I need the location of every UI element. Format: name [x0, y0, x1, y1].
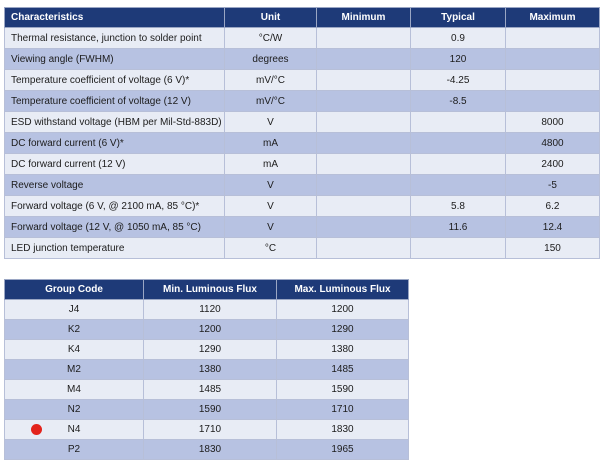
characteristic-name: Temperature coefficient of voltage (6 V)* — [5, 70, 225, 91]
typical-cell — [411, 112, 506, 133]
minimum-cell — [317, 238, 411, 259]
minimum-cell — [317, 91, 411, 112]
maximum-cell: 2400 — [506, 154, 600, 175]
unit-cell: V — [225, 217, 317, 238]
minimum-cell — [317, 49, 411, 70]
group-code-cell — [5, 420, 144, 440]
characteristic-name: LED junction temperature — [5, 238, 225, 259]
minimum-cell — [317, 112, 411, 133]
group-code-label: N4 — [67, 424, 81, 435]
flux-header-row — [5, 280, 409, 300]
min-flux-cell: 1710 — [144, 420, 277, 440]
group-code-label: P2 — [67, 444, 81, 455]
table-row — [5, 91, 600, 112]
group-code-cell — [5, 380, 144, 400]
maximum-cell — [506, 70, 600, 91]
unit-cell: V — [225, 196, 317, 217]
max-flux-cell: 1380 — [277, 340, 409, 360]
table-row — [5, 217, 600, 238]
group-code-cell — [5, 300, 144, 320]
min-flux-cell: 1380 — [144, 360, 277, 380]
typical-cell: 120 — [411, 49, 506, 70]
characteristic-name: ESD withstand voltage (HBM per Mil-Std-883D) — [5, 112, 225, 133]
col-header-unit: Unit — [225, 8, 317, 28]
typical-cell — [411, 175, 506, 196]
maximum-cell: 12.4 — [506, 217, 600, 238]
col-header-minimum: Minimum — [317, 8, 411, 28]
unit-cell: mA — [225, 154, 317, 175]
maximum-cell: 4800 — [506, 133, 600, 154]
col-header-maximum: Maximum — [506, 8, 600, 28]
maximum-cell — [506, 28, 600, 49]
table-row — [5, 133, 600, 154]
characteristic-name: Viewing angle (FWHM) — [5, 49, 225, 70]
group-code-label: M2 — [67, 364, 81, 375]
minimum-cell — [317, 133, 411, 154]
unit-cell: degrees — [225, 49, 317, 70]
table-row — [5, 28, 600, 49]
typical-cell: -8.5 — [411, 91, 506, 112]
table-row — [5, 400, 409, 420]
col-header-group-code: Group Code — [5, 280, 144, 300]
group-code-cell — [5, 440, 144, 460]
minimum-cell — [317, 154, 411, 175]
typical-cell — [411, 154, 506, 175]
col-header-typical: Typical — [411, 8, 506, 28]
table-row — [5, 196, 600, 217]
min-flux-cell: 1120 — [144, 300, 277, 320]
unit-cell: °C/W — [225, 28, 317, 49]
col-header-min-flux: Min. Luminous Flux — [144, 280, 277, 300]
characteristics-table — [4, 7, 600, 259]
minimum-cell — [317, 175, 411, 196]
max-flux-cell: 1590 — [277, 380, 409, 400]
table-row — [5, 380, 409, 400]
luminous-flux-table — [4, 279, 409, 460]
col-header-max-flux: Max. Luminous Flux — [277, 280, 409, 300]
characteristic-name: Thermal resistance, junction to solder point — [5, 28, 225, 49]
table-row — [5, 154, 600, 175]
col-header-characteristics: Characteristics — [5, 8, 225, 28]
table-row — [5, 300, 409, 320]
group-code-label: K2 — [67, 324, 81, 335]
characteristic-name: DC forward current (12 V) — [5, 154, 225, 175]
maximum-cell: 8000 — [506, 112, 600, 133]
typical-cell — [411, 133, 506, 154]
characteristic-name: Forward voltage (6 V, @ 2100 mA, 85 °C)* — [5, 196, 225, 217]
typical-cell: 11.6 — [411, 217, 506, 238]
max-flux-cell: 1290 — [277, 320, 409, 340]
table-row — [5, 420, 409, 440]
red-dot-marker-icon — [31, 424, 42, 435]
typical-cell — [411, 238, 506, 259]
min-flux-cell: 1200 — [144, 320, 277, 340]
group-code-cell — [5, 400, 144, 420]
group-code-label: J4 — [68, 304, 80, 315]
table-row — [5, 175, 600, 196]
minimum-cell — [317, 28, 411, 49]
unit-cell: V — [225, 112, 317, 133]
group-code-label: N2 — [67, 404, 81, 415]
group-code-cell — [5, 340, 144, 360]
table-row — [5, 49, 600, 70]
group-code-label: M4 — [67, 384, 81, 395]
min-flux-cell: 1590 — [144, 400, 277, 420]
unit-cell: °C — [225, 238, 317, 259]
table-row — [5, 320, 409, 340]
min-flux-cell: 1485 — [144, 380, 277, 400]
characteristic-name: DC forward current (6 V)* — [5, 133, 225, 154]
max-flux-cell: 1965 — [277, 440, 409, 460]
table-row — [5, 70, 600, 91]
unit-cell: V — [225, 175, 317, 196]
maximum-cell — [506, 91, 600, 112]
typical-cell: 0.9 — [411, 28, 506, 49]
characteristic-name: Reverse voltage — [5, 175, 225, 196]
table-row — [5, 238, 600, 259]
maximum-cell — [506, 49, 600, 70]
maximum-cell: -5 — [506, 175, 600, 196]
group-code-cell — [5, 360, 144, 380]
table-row — [5, 440, 409, 460]
table-row — [5, 360, 409, 380]
minimum-cell — [317, 70, 411, 91]
unit-cell: mV/°C — [225, 70, 317, 91]
minimum-cell — [317, 217, 411, 238]
maximum-cell: 150 — [506, 238, 600, 259]
maximum-cell: 6.2 — [506, 196, 600, 217]
max-flux-cell: 1200 — [277, 300, 409, 320]
max-flux-cell: 1830 — [277, 420, 409, 440]
group-code-cell — [5, 320, 144, 340]
characteristic-name: Forward voltage (12 V, @ 1050 mA, 85 °C) — [5, 217, 225, 238]
characteristic-name: Temperature coefficient of voltage (12 V) — [5, 91, 225, 112]
table-row — [5, 112, 600, 133]
characteristics-header-row — [5, 8, 600, 28]
unit-cell: mV/°C — [225, 91, 317, 112]
table-row — [5, 340, 409, 360]
typical-cell: -4.25 — [411, 70, 506, 91]
min-flux-cell: 1290 — [144, 340, 277, 360]
max-flux-cell: 1710 — [277, 400, 409, 420]
max-flux-cell: 1485 — [277, 360, 409, 380]
unit-cell: mA — [225, 133, 317, 154]
minimum-cell — [317, 196, 411, 217]
typical-cell: 5.8 — [411, 196, 506, 217]
group-code-label: K4 — [67, 344, 81, 355]
min-flux-cell: 1830 — [144, 440, 277, 460]
